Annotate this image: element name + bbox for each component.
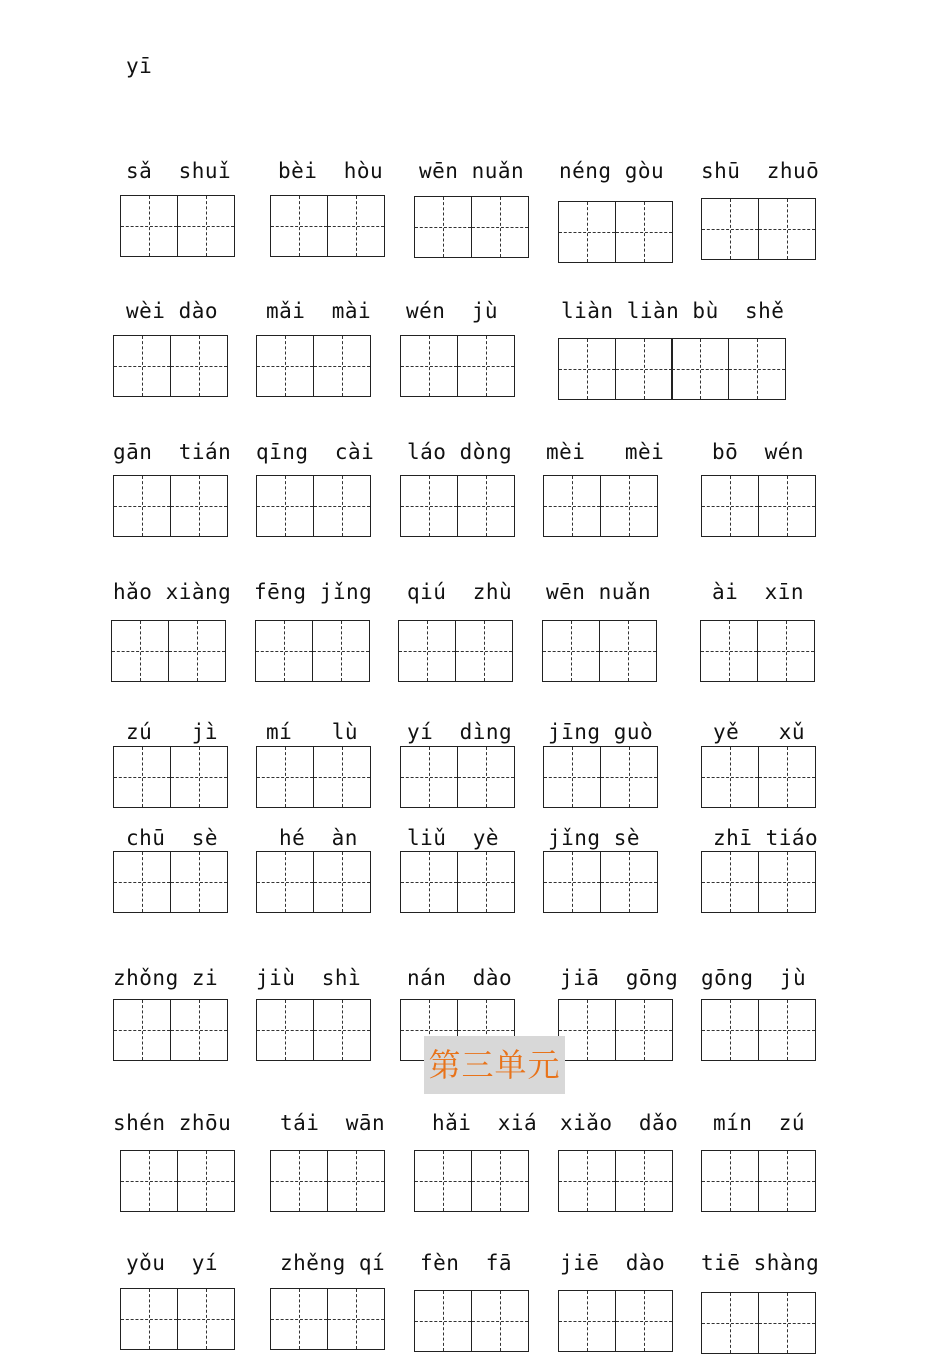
- writing-grid: [256, 999, 371, 1061]
- writing-cell[interactable]: [471, 1290, 529, 1352]
- word-pinyin: ài xīn: [712, 580, 805, 604]
- writing-cell[interactable]: [558, 201, 616, 263]
- word-pinyin: zú jì: [126, 720, 219, 744]
- writing-cell[interactable]: [701, 746, 759, 808]
- word-pinyin: wén jù: [406, 299, 499, 323]
- writing-grid: [701, 1292, 816, 1354]
- word-pinyin: néng gòu: [559, 159, 665, 183]
- word-pinyin: wēn nuǎn: [546, 580, 652, 604]
- writing-cell[interactable]: [113, 999, 171, 1061]
- word-pinyin: sǎ shuǐ: [126, 159, 232, 183]
- writing-grid: [120, 195, 235, 257]
- word-pinyin: yǒu yí: [126, 1251, 219, 1275]
- writing-cell[interactable]: [758, 1150, 816, 1212]
- word-pinyin: hǎi xiá: [432, 1111, 538, 1135]
- writing-cell[interactable]: [313, 335, 371, 397]
- writing-cell[interactable]: [170, 999, 228, 1061]
- writing-cell[interactable]: [400, 746, 458, 808]
- writing-cell[interactable]: [168, 620, 226, 682]
- writing-grid: [398, 620, 513, 682]
- writing-cell[interactable]: [113, 851, 171, 913]
- writing-grid: [111, 620, 226, 682]
- writing-cell[interactable]: [600, 851, 658, 913]
- writing-cell[interactable]: [558, 1290, 616, 1352]
- writing-cell[interactable]: [701, 1150, 759, 1212]
- writing-grid: [700, 620, 815, 682]
- writing-cell[interactable]: [170, 746, 228, 808]
- writing-cell[interactable]: [457, 335, 515, 397]
- word-pinyin: tái wān: [280, 1111, 386, 1135]
- writing-grid: [270, 1150, 385, 1212]
- writing-cell[interactable]: [600, 746, 658, 808]
- writing-cell[interactable]: [615, 999, 673, 1061]
- writing-cell[interactable]: [313, 999, 371, 1061]
- writing-grid: [701, 999, 816, 1061]
- writing-cell[interactable]: [758, 198, 816, 260]
- word-pinyin: mín zú: [713, 1111, 806, 1135]
- writing-grid: [701, 198, 816, 260]
- writing-cell[interactable]: [599, 620, 657, 682]
- writing-grid: [400, 746, 515, 808]
- word-pinyin: xiǎo dǎo: [560, 1111, 679, 1135]
- writing-cell[interactable]: [457, 851, 515, 913]
- writing-cell[interactable]: [757, 620, 815, 682]
- writing-grid: [543, 851, 658, 913]
- writing-cell[interactable]: [398, 620, 456, 682]
- writing-cell[interactable]: [758, 475, 816, 537]
- writing-grid: [701, 851, 816, 913]
- writing-cell[interactable]: [170, 335, 228, 397]
- word-pinyin: mǎi mài: [266, 299, 372, 323]
- writing-cell[interactable]: [270, 1150, 328, 1212]
- writing-cell[interactable]: [615, 338, 673, 400]
- writing-cell[interactable]: [255, 620, 313, 682]
- writing-cell[interactable]: [701, 851, 759, 913]
- writing-cell[interactable]: [543, 851, 601, 913]
- word-pinyin: shū zhuō: [701, 159, 820, 183]
- writing-cell[interactable]: [400, 475, 458, 537]
- writing-cell[interactable]: [312, 620, 370, 682]
- writing-grid: [270, 1288, 385, 1350]
- word-pinyin: tiē shàng: [701, 1251, 820, 1275]
- writing-grid: [558, 201, 673, 263]
- writing-cell[interactable]: [400, 335, 458, 397]
- writing-grid: [414, 1290, 529, 1352]
- writing-cell[interactable]: [758, 1292, 816, 1354]
- writing-grid: [120, 1150, 235, 1212]
- writing-grid: [558, 338, 786, 400]
- writing-cell[interactable]: [615, 1150, 673, 1212]
- word-pinyin: gōng jù: [701, 966, 807, 990]
- writing-cell[interactable]: [558, 1150, 616, 1212]
- writing-cell[interactable]: [758, 851, 816, 913]
- word-pinyin: mí lù: [266, 720, 359, 744]
- writing-cell[interactable]: [270, 195, 328, 257]
- writing-cell[interactable]: [327, 195, 385, 257]
- writing-cell[interactable]: [313, 475, 371, 537]
- writing-grid: [701, 1150, 816, 1212]
- word-pinyin: fēng jǐng: [254, 580, 373, 604]
- writing-grid: [542, 620, 657, 682]
- writing-grid: [113, 851, 228, 913]
- word-pinyin: bèi hòu: [278, 159, 384, 183]
- writing-cell[interactable]: [414, 1290, 472, 1352]
- writing-cell[interactable]: [701, 999, 759, 1061]
- writing-cell[interactable]: [113, 746, 171, 808]
- writing-cell[interactable]: [471, 196, 529, 258]
- writing-cell[interactable]: [113, 475, 171, 537]
- word-pinyin: fèn fā: [420, 1251, 513, 1275]
- writing-cell[interactable]: [543, 475, 601, 537]
- word-pinyin: jiù shì: [256, 966, 362, 990]
- writing-grid: [113, 335, 228, 397]
- word-pinyin: hé àn: [279, 826, 358, 850]
- writing-cell[interactable]: [327, 1150, 385, 1212]
- word-pinyin: bō wén: [712, 440, 805, 464]
- writing-grid: [400, 475, 515, 537]
- word-pinyin: mèi mèi: [546, 440, 665, 464]
- writing-cell[interactable]: [701, 475, 759, 537]
- writing-cell[interactable]: [457, 746, 515, 808]
- writing-grid: [543, 475, 658, 537]
- word-pinyin: nán dào: [407, 966, 513, 990]
- word-pinyin: wēn nuǎn: [419, 159, 525, 183]
- word-pinyin: chū sè: [126, 826, 219, 850]
- writing-cell[interactable]: [414, 1150, 472, 1212]
- writing-cell[interactable]: [170, 475, 228, 537]
- word-pinyin: yě xǔ: [713, 720, 806, 744]
- writing-cell[interactable]: [701, 198, 759, 260]
- writing-cell[interactable]: [177, 195, 235, 257]
- writing-cell[interactable]: [671, 338, 729, 400]
- writing-cell[interactable]: [701, 1292, 759, 1354]
- unit-title: 第三单元: [424, 1036, 565, 1094]
- word-pinyin: liàn liàn bù shě: [561, 299, 785, 323]
- writing-cell[interactable]: [111, 620, 169, 682]
- writing-grid: [113, 746, 228, 808]
- writing-cell[interactable]: [558, 999, 616, 1061]
- writing-cell[interactable]: [120, 1150, 178, 1212]
- writing-cell[interactable]: [558, 338, 616, 400]
- writing-cell[interactable]: [170, 851, 228, 913]
- writing-grid: [701, 746, 816, 808]
- writing-cell[interactable]: [177, 1288, 235, 1350]
- word-pinyin: liǔ yè: [407, 826, 500, 850]
- writing-cell[interactable]: [113, 335, 171, 397]
- header-pinyin: yī: [126, 54, 153, 78]
- word-pinyin: láo dòng: [407, 440, 513, 464]
- writing-cell[interactable]: [313, 746, 371, 808]
- word-pinyin: jiē dào: [560, 1251, 666, 1275]
- word-pinyin: zhī tiáo: [713, 826, 819, 850]
- writing-grid: [113, 475, 228, 537]
- writing-grid: [414, 196, 529, 258]
- writing-grid: [255, 620, 370, 682]
- writing-cell[interactable]: [327, 1288, 385, 1350]
- word-pinyin: zhǒng zi: [113, 966, 219, 990]
- writing-cell[interactable]: [615, 201, 673, 263]
- writing-grid: [256, 335, 371, 397]
- writing-grid: [113, 999, 228, 1061]
- writing-grid: [256, 746, 371, 808]
- writing-cell[interactable]: [758, 746, 816, 808]
- word-pinyin: shén zhōu: [113, 1111, 232, 1135]
- writing-cell[interactable]: [758, 999, 816, 1061]
- writing-cell[interactable]: [256, 335, 314, 397]
- word-pinyin: jīng guò: [548, 720, 654, 744]
- writing-cell[interactable]: [457, 475, 515, 537]
- writing-grid: [270, 195, 385, 257]
- writing-cell[interactable]: [313, 851, 371, 913]
- word-pinyin: jiā gōng: [560, 966, 679, 990]
- writing-cell[interactable]: [543, 746, 601, 808]
- writing-grid: [414, 1150, 529, 1212]
- writing-grid: [558, 1290, 673, 1352]
- writing-grid: [543, 746, 658, 808]
- writing-cell[interactable]: [256, 851, 314, 913]
- writing-cell[interactable]: [120, 1288, 178, 1350]
- writing-cell[interactable]: [400, 851, 458, 913]
- writing-cell[interactable]: [471, 1150, 529, 1212]
- writing-cell[interactable]: [600, 475, 658, 537]
- word-pinyin: yí dìng: [407, 720, 513, 744]
- writing-cell[interactable]: [177, 1150, 235, 1212]
- word-pinyin: gān tián: [113, 440, 232, 464]
- word-pinyin: wèi dào: [126, 299, 219, 323]
- word-pinyin: zhěng qí: [280, 1251, 386, 1275]
- writing-cell[interactable]: [120, 195, 178, 257]
- writing-grid: [256, 475, 371, 537]
- writing-grid: [558, 999, 673, 1061]
- writing-cell[interactable]: [700, 620, 758, 682]
- writing-grid: [256, 851, 371, 913]
- writing-cell[interactable]: [455, 620, 513, 682]
- writing-grid: [701, 475, 816, 537]
- writing-cell[interactable]: [615, 1290, 673, 1352]
- writing-cell[interactable]: [728, 338, 786, 400]
- writing-cell[interactable]: [256, 746, 314, 808]
- writing-cell[interactable]: [414, 196, 472, 258]
- word-pinyin: jǐng sè: [548, 826, 641, 850]
- writing-cell[interactable]: [270, 1288, 328, 1350]
- writing-cell[interactable]: [256, 999, 314, 1061]
- writing-cell[interactable]: [542, 620, 600, 682]
- word-pinyin: hǎo xiàng: [113, 580, 232, 604]
- writing-grid: [400, 335, 515, 397]
- word-pinyin: qiú zhù: [407, 580, 513, 604]
- writing-grid: [558, 1150, 673, 1212]
- writing-grid: [120, 1288, 235, 1350]
- writing-cell[interactable]: [256, 475, 314, 537]
- word-pinyin: qīng cài: [256, 440, 375, 464]
- writing-grid: [400, 851, 515, 913]
